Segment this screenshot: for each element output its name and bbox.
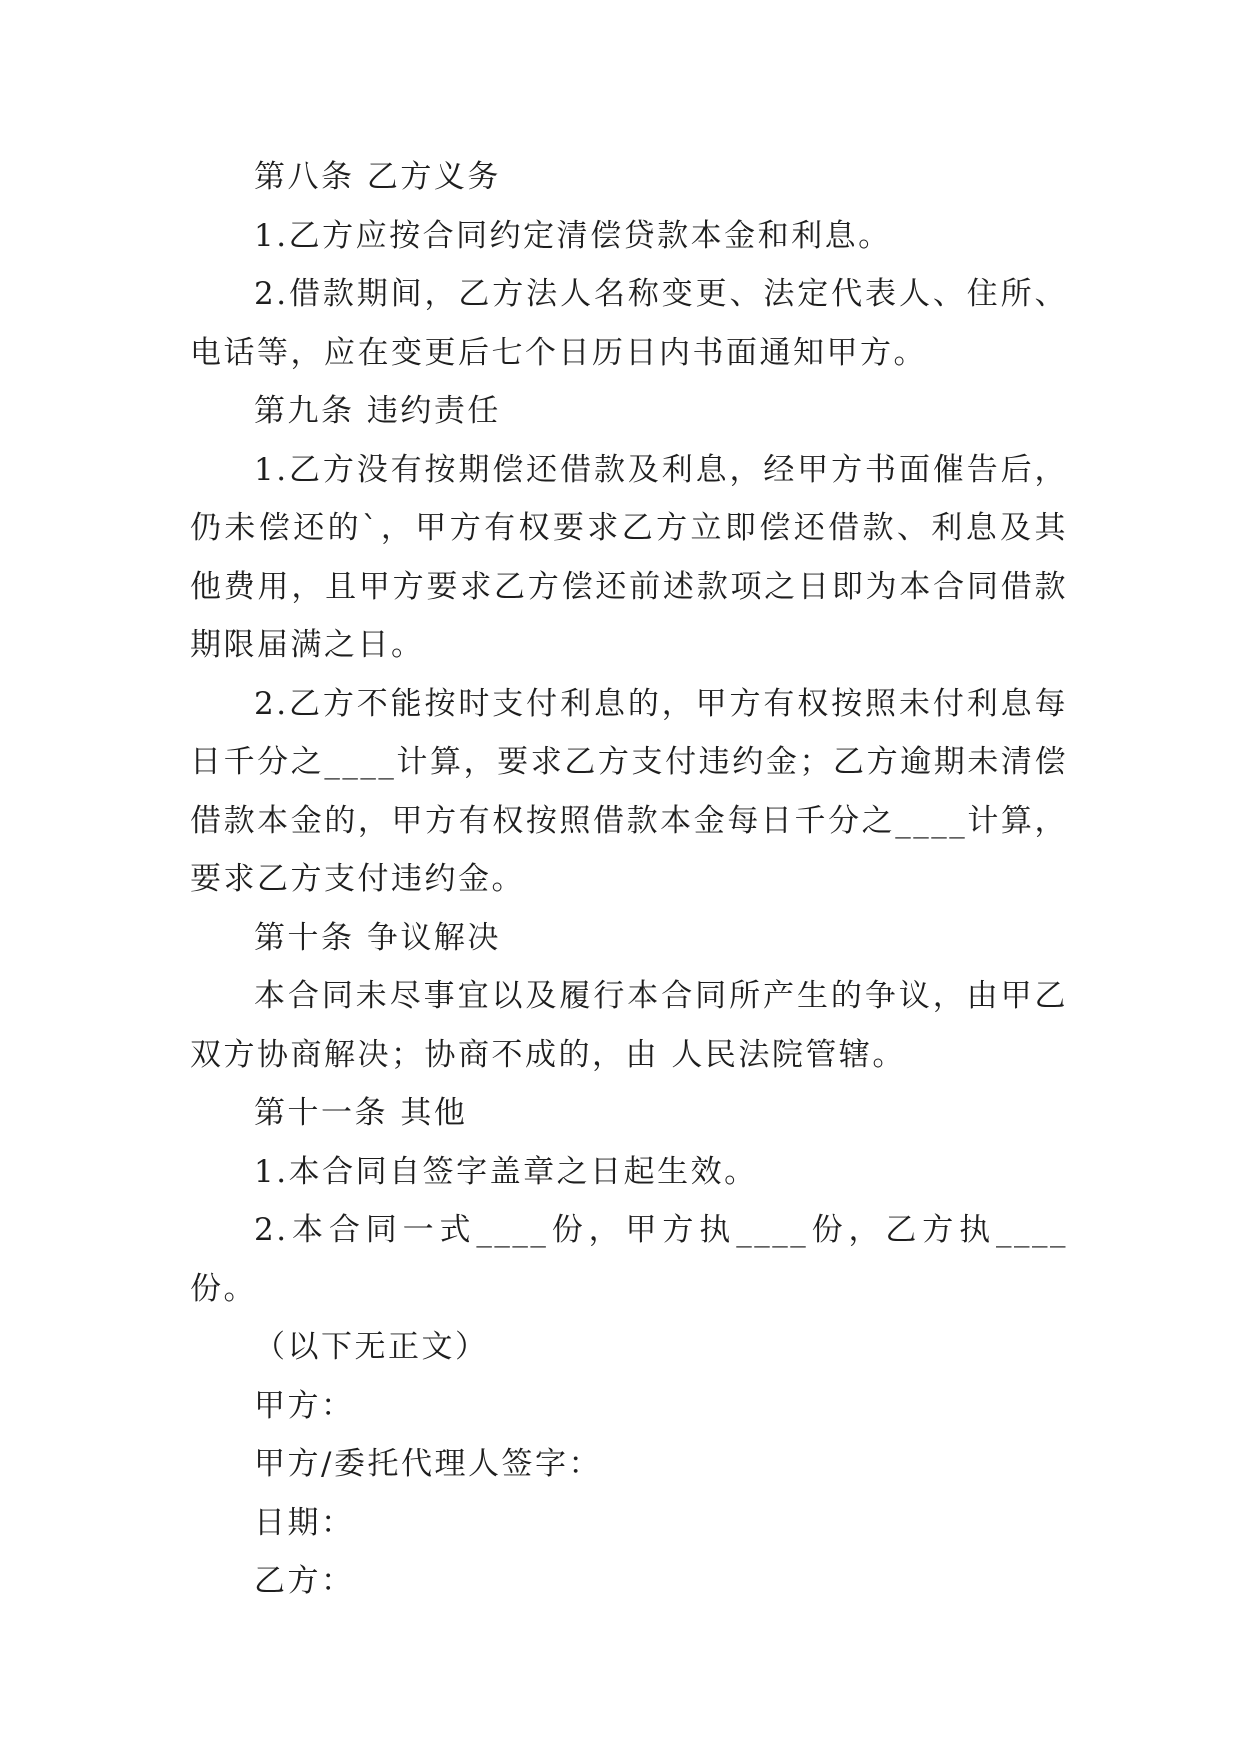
article-11-clause-2: 2.本合同一式____份，甲方执____份，乙方执____份。 — [190, 1212, 1068, 1307]
article-10-body: 本合同未尽事宜以及履行本合同所产生的争议，由甲乙双方协商解决；协商不成的，由 人民法院管辖。 — [190, 978, 1068, 1073]
article-10-heading: 第十条 争议解决 — [254, 919, 501, 956]
article-9-clause-1: 1.乙方没有按期偿还借款及利息，经甲方书面催告后，仍未偿还的`，甲方有权要求乙方立即偿还借款、利息及其他费用，且甲方要求乙方偿还前述款项之日即为本合同借款期限届满之日。 — [190, 451, 1068, 663]
party-a-label: 甲方： — [254, 1387, 355, 1424]
date-label: 日期： — [254, 1504, 355, 1541]
article-9-heading: 第九条 违约责任 — [254, 393, 501, 429]
no-further-text-note: （以下无正文） — [254, 1329, 489, 1365]
article-8-heading: 第八条 乙方义务 — [254, 159, 501, 195]
article-11-clause-1: 1.本合同自签字盖章之日起生效。 — [254, 1153, 758, 1190]
party-a-signature-label: 甲方/委托代理人签字： — [254, 1446, 602, 1482]
party-b-label: 乙方： — [254, 1563, 355, 1599]
article-8-clause-2: 2.借款期间，乙方法人名称变更、法定代表人、住所、电话等，应在变更后七个日历日内书面通知甲方。 — [190, 276, 1068, 371]
document-page — [190, 148, 1068, 1611]
article-11-heading: 第十一条 其他 — [254, 1095, 468, 1131]
article-8-clause-1: 1.乙方应按合同约定清偿贷款本金和利息。 — [254, 217, 892, 254]
article-9-clause-2: 2.乙方不能按时支付利息的，甲方有权按照未付利息每日千分之____计算，要求乙方支付违约金；乙方逾期未清偿借款本金的，甲方有权按照借款本金每日千分之____计算，要求乙方支付违约金。 — [190, 685, 1068, 897]
